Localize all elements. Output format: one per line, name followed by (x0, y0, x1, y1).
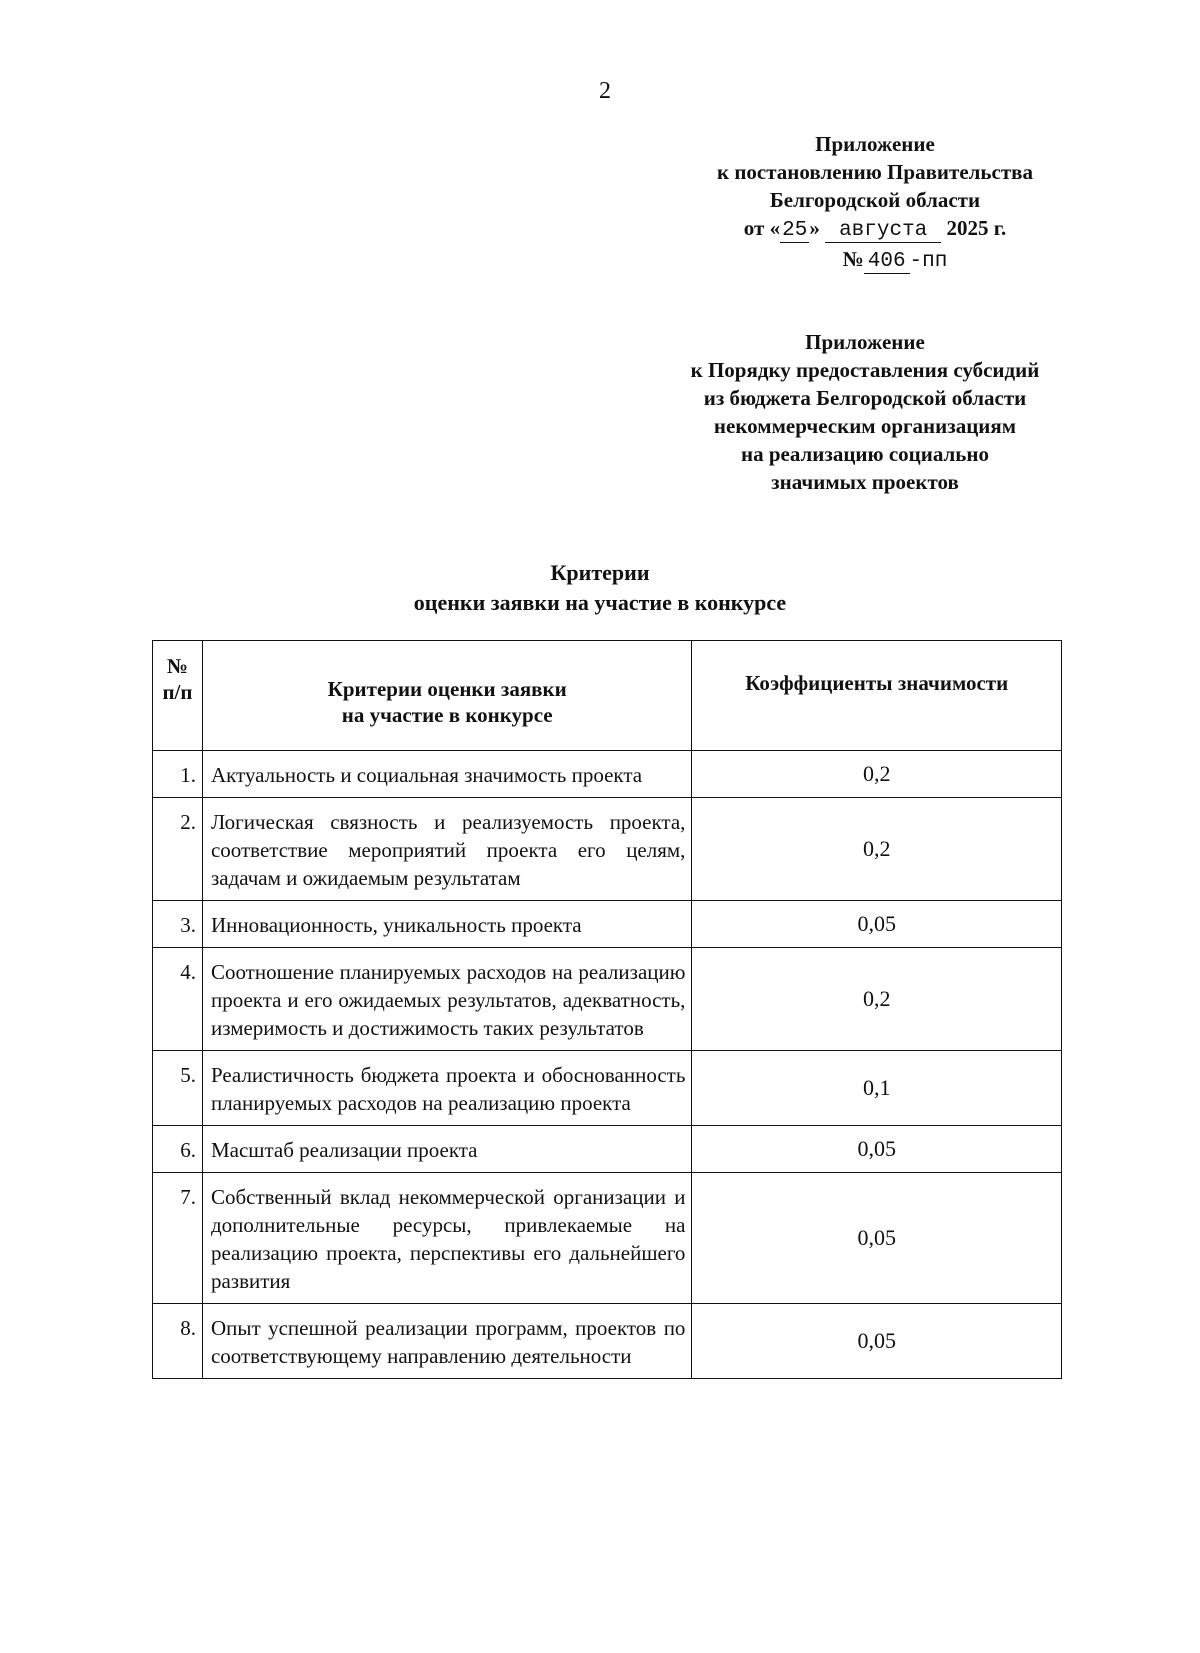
row-coefficient: 0,2 (692, 798, 1062, 901)
header-number-line2: п/п (162, 680, 193, 704)
row-criterion: Опыт успешной реализации программ, проектов по соответствующему направлению деятельности (202, 1304, 691, 1379)
row-criterion: Реалистичность бюджета проекта и обоснованность планируемых расходов на реализацию проекта (202, 1051, 691, 1126)
number-prefix: № (842, 247, 864, 271)
header-criteria (202, 641, 691, 751)
annex-region-line: Белгородской области (769, 188, 981, 212)
row-criterion: Соотношение планируемых расходов на реализацию проекта и его ожидаемых результатов, адекватность, измеримость и достижимость таких результатов (202, 948, 691, 1051)
row-criterion: Масштаб реализации проекта (202, 1126, 691, 1173)
row-criterion: Собственный вклад некоммерческой организации и дополнительные ресурсы, привлекаемые на реализацию проекта, перспективы его дальнейшего развития (202, 1173, 691, 1304)
header-criteria-line2: на участие в конкурсе (341, 703, 553, 727)
criteria-table (152, 640, 1062, 1379)
row-number: 5. (153, 1051, 203, 1126)
row-criterion: Логическая связность и реализуемость проекта, соответствие мероприятий проекта его целям, задачам и ожидаемым результатам (202, 798, 691, 901)
document-title-line1: Критерии (550, 560, 650, 585)
decree-number-suffix: -пп (909, 250, 948, 273)
row-coefficient: 0,2 (692, 948, 1062, 1051)
table-row (153, 1173, 1062, 1304)
government-decree-annex (665, 130, 1085, 276)
row-number: 1. (153, 751, 203, 798)
table-row (153, 1051, 1062, 1126)
table-row (153, 798, 1062, 901)
table-row (153, 901, 1062, 948)
decree-date-line (665, 214, 1085, 245)
row-number: 2. (153, 798, 203, 901)
date-year: 2025 г. (946, 216, 1007, 240)
page-number: 2 (599, 78, 611, 104)
procedure-annex-line: на реализацию социально (740, 442, 990, 466)
table-header-row (153, 641, 1062, 751)
row-coefficient: 0,05 (692, 901, 1062, 948)
row-coefficient: 0,2 (692, 751, 1062, 798)
row-criterion: Актуальность и социальная значимость проекта (202, 751, 691, 798)
procedure-annex (645, 328, 1085, 496)
row-coefficient: 0,05 (692, 1173, 1062, 1304)
procedure-annex-line: к Порядку предоставления субсидий (690, 358, 1040, 382)
procedure-annex-line: некоммерческим организациям (713, 414, 1017, 438)
annex-decree-line: к постановлению Правительства (716, 160, 1034, 184)
date-mid: » (809, 216, 820, 240)
table-row (153, 1126, 1062, 1173)
row-criterion: Инновационность, уникальность проекта (202, 901, 691, 948)
row-coefficient: 0,05 (692, 1304, 1062, 1379)
decree-number-line (665, 245, 1085, 276)
date-prefix: от « (743, 216, 781, 240)
row-number: 6. (153, 1126, 203, 1173)
procedure-annex-line: из бюджета Белгородской области (703, 386, 1027, 410)
header-number-line1: № (166, 654, 189, 678)
document-title (0, 558, 1200, 618)
date-day-fill: 25 (782, 219, 808, 242)
procedure-annex-title: Приложение (805, 330, 925, 354)
table-row (153, 1304, 1062, 1379)
row-coefficient: 0,05 (692, 1126, 1062, 1173)
header-coefficient: Коэффициенты значимости (692, 641, 1062, 751)
procedure-annex-line: значимых проектов (771, 470, 959, 494)
row-number: 7. (153, 1173, 203, 1304)
date-month-fill: августа (825, 219, 941, 243)
row-number: 8. (153, 1304, 203, 1379)
header-criteria-line1: Критерии оценки заявки (327, 677, 567, 701)
row-number: 4. (153, 948, 203, 1051)
row-coefficient: 0,1 (692, 1051, 1062, 1126)
annex-title: Приложение (815, 132, 935, 156)
decree-number-fill: 406 (864, 250, 910, 274)
header-number (153, 641, 203, 751)
document-title-line2: оценки заявки на участие в конкурсе (413, 590, 787, 615)
row-number: 3. (153, 901, 203, 948)
table-row (153, 751, 1062, 798)
table-row (153, 948, 1062, 1051)
